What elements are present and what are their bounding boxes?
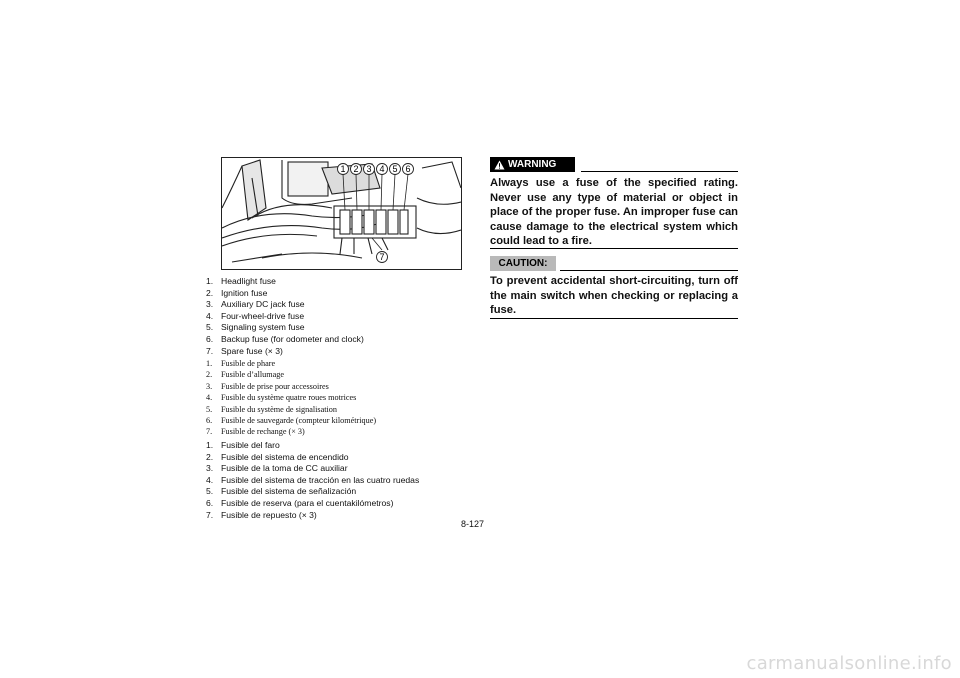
list-item: 5. Fusible du système de signalisation <box>206 404 337 414</box>
caution-header-rule <box>560 270 738 271</box>
callout-1 <box>338 164 349 175</box>
list-item: 7. Fusible de rechange (× 3) <box>206 427 305 437</box>
list-item: 5. Signaling system fuse <box>206 322 305 333</box>
svg-text:1: 1 <box>340 164 346 175</box>
callout-6 <box>403 164 414 175</box>
callout-5 <box>390 164 401 175</box>
fuse-box-illustration <box>221 157 462 270</box>
list-item: 3. Fusible de la toma de CC auxiliar <box>206 463 348 474</box>
page-number: 8-127 <box>461 519 485 529</box>
warning-triangle-icon <box>494 160 505 170</box>
svg-text:6: 6 <box>405 164 411 175</box>
warning-bottom-rule <box>490 248 738 249</box>
list-item: 6. Fusible de reserva (para el cuentakilómetros) <box>206 497 394 508</box>
warning-badge <box>490 157 575 172</box>
list-item: 2. Ignition fuse <box>206 287 268 298</box>
fuse-list-spanish <box>206 440 419 521</box>
fuse-box-drawing <box>222 158 461 269</box>
warning-header-rule <box>581 171 738 172</box>
list-item: 1. Fusible de phare <box>206 359 276 368</box>
list-item: 2. Fusible del sistema de encendido <box>206 451 349 462</box>
caution-header <box>490 256 738 272</box>
list-item: 3. Auxiliary DC jack fuse <box>206 299 305 310</box>
fuse-list-english <box>206 276 364 357</box>
caution-bottom-rule <box>490 318 738 319</box>
callout-4 <box>377 164 388 175</box>
list-item: 6. Backup fuse (for odometer and clock) <box>206 333 364 344</box>
list-item: 2. Fusible d’allumage <box>206 370 284 380</box>
list-item: 4. Fusible du système quatre roues motrices <box>206 393 357 403</box>
warning-label: WARNING <box>508 159 557 170</box>
list-item: 5. Fusible del sistema de señalización <box>206 486 357 497</box>
list-item: 4. Fusible del sistema de tracción en las cuatro ruedas <box>206 474 420 485</box>
list-item: 1. Headlight fuse <box>206 276 276 286</box>
svg-text:4: 4 <box>379 164 385 175</box>
warning-text: Always use a fuse of the specified rating. Never use any type of material or object in place of the proper fuse. An improper fuse can cause damage to the electrical system which could lead to a fire. <box>490 177 738 248</box>
svg-text:7: 7 <box>379 252 385 263</box>
warning-header <box>490 157 738 173</box>
list-item: 3. Fusible de prise pour accessoires <box>206 381 329 391</box>
svg-text:2: 2 <box>353 164 359 175</box>
callout-3 <box>364 164 375 175</box>
list-item: 4. Four-wheel-drive fuse <box>206 310 305 321</box>
list-item: 1. Fusible del faro <box>206 440 280 450</box>
list-item: 7. Spare fuse (× 3) <box>206 345 283 356</box>
svg-text:3: 3 <box>366 164 372 175</box>
watermark: carmanualsonline.info <box>746 653 952 674</box>
svg-text:5: 5 <box>392 164 398 175</box>
callout-2 <box>351 164 362 175</box>
list-item: 6. Fusible de sauvegarde (compteur kilométrique) <box>206 416 377 426</box>
callout-7 <box>377 252 388 263</box>
fuse-list-french <box>206 358 376 438</box>
list-item: 7. Fusible de repuesto (× 3) <box>206 509 317 520</box>
caution-text: To prevent accidental short-circuiting, turn off the main switch when checking or replacing a fuse. <box>490 275 738 317</box>
caution-badge: CAUTION: <box>490 256 556 271</box>
